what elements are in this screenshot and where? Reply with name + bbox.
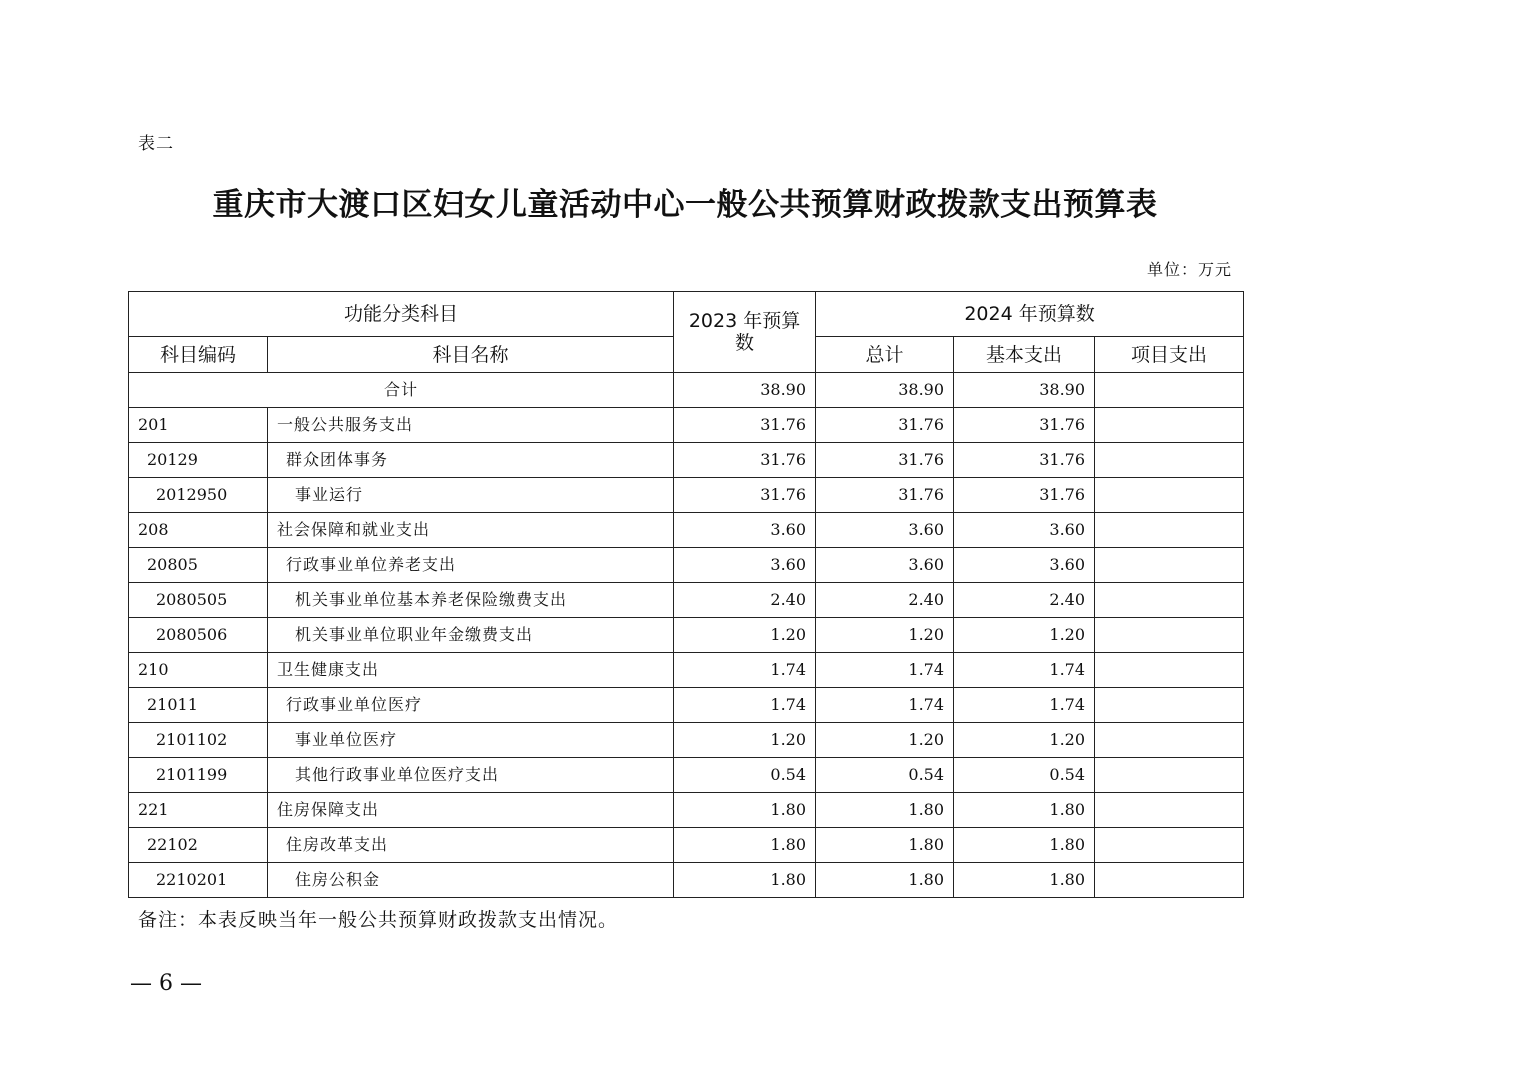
cell-project bbox=[1095, 653, 1244, 688]
cell-total: 0.54 bbox=[816, 758, 954, 793]
header-name: 科目名称 bbox=[268, 337, 674, 373]
cell-code: 201 bbox=[129, 408, 268, 443]
total-label: 合计 bbox=[129, 373, 674, 408]
cell-total: 1.80 bbox=[816, 828, 954, 863]
cell-name: 机关事业单位基本养老保险缴费支出 bbox=[268, 583, 674, 618]
footnote: 备注：本表反映当年一般公共预算财政拨款支出情况。 bbox=[138, 909, 619, 931]
cell-b2023: 0.54 bbox=[674, 758, 816, 793]
header-project: 项目支出 bbox=[1095, 337, 1244, 373]
cell-b2023: 1.80 bbox=[674, 793, 816, 828]
cell-project bbox=[1095, 443, 1244, 478]
cell-total: 38.90 bbox=[816, 373, 954, 408]
cell-code: 2080506 bbox=[129, 618, 268, 653]
cell-b2023: 3.60 bbox=[674, 513, 816, 548]
header-basic: 基本支出 bbox=[954, 337, 1095, 373]
cell-b2023: 31.76 bbox=[674, 408, 816, 443]
cell-basic: 1.80 bbox=[954, 828, 1095, 863]
cell-project bbox=[1095, 618, 1244, 653]
cell-project bbox=[1095, 478, 1244, 513]
cell-b2023: 2.40 bbox=[674, 583, 816, 618]
header-budget-2023: 2023 年预算数 bbox=[674, 292, 816, 373]
cell-total: 1.74 bbox=[816, 653, 954, 688]
cell-basic: 1.20 bbox=[954, 618, 1095, 653]
cell-code: 210 bbox=[129, 653, 268, 688]
cell-total: 3.60 bbox=[816, 548, 954, 583]
cell-project bbox=[1095, 548, 1244, 583]
cell-basic: 2.40 bbox=[954, 583, 1095, 618]
cell-code: 2101199 bbox=[129, 758, 268, 793]
cell-total: 1.80 bbox=[816, 793, 954, 828]
cell-project bbox=[1095, 828, 1244, 863]
table-row bbox=[129, 408, 1244, 443]
cell-total: 1.20 bbox=[816, 618, 954, 653]
page-number: — 6 — bbox=[130, 971, 202, 996]
cell-project bbox=[1095, 373, 1244, 408]
cell-basic: 1.74 bbox=[954, 688, 1095, 723]
cell-name: 其他行政事业单位医疗支出 bbox=[268, 758, 674, 793]
table-row bbox=[129, 478, 1244, 513]
cell-name: 住房公积金 bbox=[268, 863, 674, 898]
budget-table bbox=[128, 291, 1244, 898]
header-total: 总计 bbox=[816, 337, 954, 373]
cell-project bbox=[1095, 863, 1244, 898]
table-row bbox=[129, 443, 1244, 478]
table-row bbox=[129, 758, 1244, 793]
cell-basic: 31.76 bbox=[954, 478, 1095, 513]
cell-name: 住房保障支出 bbox=[268, 793, 674, 828]
cell-b2023: 1.74 bbox=[674, 688, 816, 723]
cell-project bbox=[1095, 758, 1244, 793]
cell-basic: 31.76 bbox=[954, 443, 1095, 478]
cell-basic: 1.20 bbox=[954, 723, 1095, 758]
total-row bbox=[129, 373, 1244, 408]
table-row bbox=[129, 548, 1244, 583]
table-header bbox=[129, 292, 1244, 373]
cell-project bbox=[1095, 723, 1244, 758]
cell-b2023: 31.76 bbox=[674, 443, 816, 478]
cell-code: 20129 bbox=[129, 443, 268, 478]
cell-total: 31.76 bbox=[816, 443, 954, 478]
table-body bbox=[129, 373, 1244, 898]
cell-total: 31.76 bbox=[816, 408, 954, 443]
table-row bbox=[129, 513, 1244, 548]
cell-basic: 1.74 bbox=[954, 653, 1095, 688]
cell-code: 2210201 bbox=[129, 863, 268, 898]
cell-project bbox=[1095, 583, 1244, 618]
cell-total: 1.80 bbox=[816, 863, 954, 898]
cell-project bbox=[1095, 793, 1244, 828]
table-row bbox=[129, 863, 1244, 898]
header-code: 科目编码 bbox=[129, 337, 268, 373]
cell-name: 卫生健康支出 bbox=[268, 653, 674, 688]
cell-code: 208 bbox=[129, 513, 268, 548]
table-row bbox=[129, 583, 1244, 618]
cell-code: 22102 bbox=[129, 828, 268, 863]
cell-b2023: 31.76 bbox=[674, 478, 816, 513]
cell-total: 1.74 bbox=[816, 688, 954, 723]
cell-code: 2012950 bbox=[129, 478, 268, 513]
cell-code: 221 bbox=[129, 793, 268, 828]
cell-name: 社会保障和就业支出 bbox=[268, 513, 674, 548]
cell-code: 20805 bbox=[129, 548, 268, 583]
cell-basic: 1.80 bbox=[954, 863, 1095, 898]
cell-project bbox=[1095, 408, 1244, 443]
cell-basic: 3.60 bbox=[954, 513, 1095, 548]
cell-name: 机关事业单位职业年金缴费支出 bbox=[268, 618, 674, 653]
table-row bbox=[129, 618, 1244, 653]
document-title: 重庆市大渡口区妇女儿童活动中心一般公共预算财政拨款支出预算表 bbox=[212, 187, 1158, 223]
cell-name: 住房改革支出 bbox=[268, 828, 674, 863]
cell-total: 1.20 bbox=[816, 723, 954, 758]
header-budget-2024: 2024 年预算数 bbox=[816, 292, 1244, 337]
table-row bbox=[129, 653, 1244, 688]
cell-b2023: 1.20 bbox=[674, 723, 816, 758]
cell-basic: 3.60 bbox=[954, 548, 1095, 583]
header-functional-category: 功能分类科目 bbox=[129, 292, 674, 337]
cell-b2023: 3.60 bbox=[674, 548, 816, 583]
cell-total: 3.60 bbox=[816, 513, 954, 548]
cell-b2023: 1.80 bbox=[674, 828, 816, 863]
cell-name: 群众团体事务 bbox=[268, 443, 674, 478]
header-row-top bbox=[129, 292, 1244, 337]
cell-name: 事业运行 bbox=[268, 478, 674, 513]
cell-name: 行政事业单位医疗 bbox=[268, 688, 674, 723]
table-row bbox=[129, 828, 1244, 863]
cell-b2023: 1.80 bbox=[674, 863, 816, 898]
unit-note: 单位：万元 bbox=[1146, 260, 1232, 279]
cell-name: 行政事业单位养老支出 bbox=[268, 548, 674, 583]
cell-total: 31.76 bbox=[816, 478, 954, 513]
cell-name: 一般公共服务支出 bbox=[268, 408, 674, 443]
cell-code: 2080505 bbox=[129, 583, 268, 618]
cell-name: 事业单位医疗 bbox=[268, 723, 674, 758]
cell-basic: 38.90 bbox=[954, 373, 1095, 408]
cell-b2023: 1.20 bbox=[674, 618, 816, 653]
cell-code: 21011 bbox=[129, 688, 268, 723]
cell-b2023: 38.90 bbox=[674, 373, 816, 408]
table-label: 表二 bbox=[138, 134, 174, 154]
cell-project bbox=[1095, 513, 1244, 548]
cell-total: 2.40 bbox=[816, 583, 954, 618]
cell-project bbox=[1095, 688, 1244, 723]
table-row bbox=[129, 688, 1244, 723]
cell-code: 2101102 bbox=[129, 723, 268, 758]
cell-basic: 0.54 bbox=[954, 758, 1095, 793]
cell-b2023: 1.74 bbox=[674, 653, 816, 688]
cell-basic: 31.76 bbox=[954, 408, 1095, 443]
cell-basic: 1.80 bbox=[954, 793, 1095, 828]
table-row bbox=[129, 793, 1244, 828]
table-row bbox=[129, 723, 1244, 758]
